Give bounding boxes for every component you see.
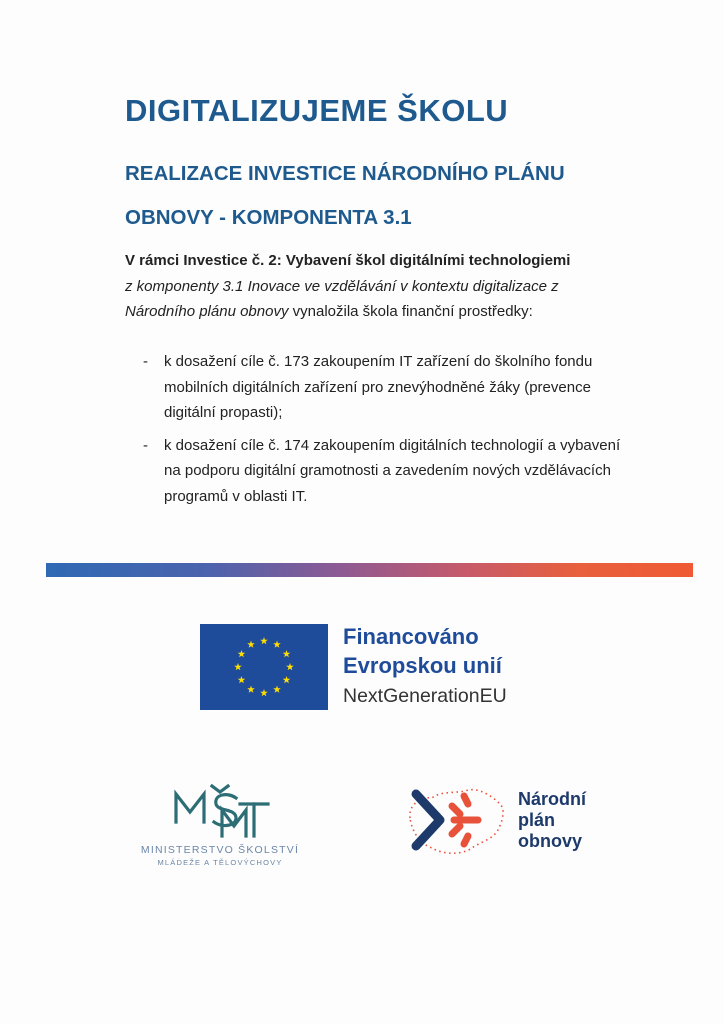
npo-line-3: obnovy [518,831,583,851]
eu-star-icon [247,640,255,647]
eu-star-icon [286,663,294,670]
msmt-logo [128,778,308,868]
gradient-divider [46,563,693,577]
npo-logo-icon [402,776,510,868]
eu-funding-text [343,622,507,712]
eu-star-icon [260,637,268,644]
eu-star-icon [238,650,246,657]
intro-bold-text: V rámci Investice č. 2: Vybavení škol digitálními technologiemi [125,252,571,269]
msmt-ministry-line: MINISTERSTVO ŠKOLSTVÍ [140,844,300,856]
page-subtitle: REALIZACE INVESTICE NÁRODNÍHO PLÁNU OBNOVY - KOMPONENTA 3.1 [125,162,565,229]
eu-line-union: Evropskou unií [343,653,502,678]
msmt-monogram-icon [128,778,308,842]
intro-rest-text: vynaložila škola finanční prostředky: [288,303,533,320]
msmt-youth-line: MLÁDEŽE A TĚLOVÝCHOVY [157,858,283,867]
eu-line-nextgen: NextGenerationEU [343,685,507,707]
npo-line-1: Národní [518,789,587,809]
intro-italic-text: z komponenty 3.1 Inovace ve vzdělávání v kontextu digitalizace z Národního plánu obnovy [125,277,559,320]
eu-flag-icon [200,624,328,710]
eu-star-icon [260,689,268,696]
goals-list [143,349,623,516]
eu-star-icon [283,676,291,683]
npo-text [518,789,586,852]
eu-star-icon [283,650,291,657]
page-title: DIGITALIZUJEME ŠKOLU [125,93,509,128]
eu-star-icon [238,676,246,683]
intro-paragraph [125,248,625,325]
eu-star-icon [273,686,281,693]
eu-line-financed: Financováno [343,624,479,649]
list-item: - k dosažení cíle č. 174 zakoupením digitálních technologií a vybavení na podporu digitální gramotnosti a zavedením nových vzdělávacích programů v oblasti IT. [143,433,623,510]
eu-star-icon [247,686,255,693]
npo-line-2: plán [518,810,556,830]
eu-star-icon [234,663,242,670]
list-item: - k dosažení cíle č. 173 zakoupením IT zařízení do školního fondu mobilních digitálních zařízení pro znevýhodněné žáky (prevence digitální propasti); [143,349,623,426]
eu-star-icon [273,640,281,647]
